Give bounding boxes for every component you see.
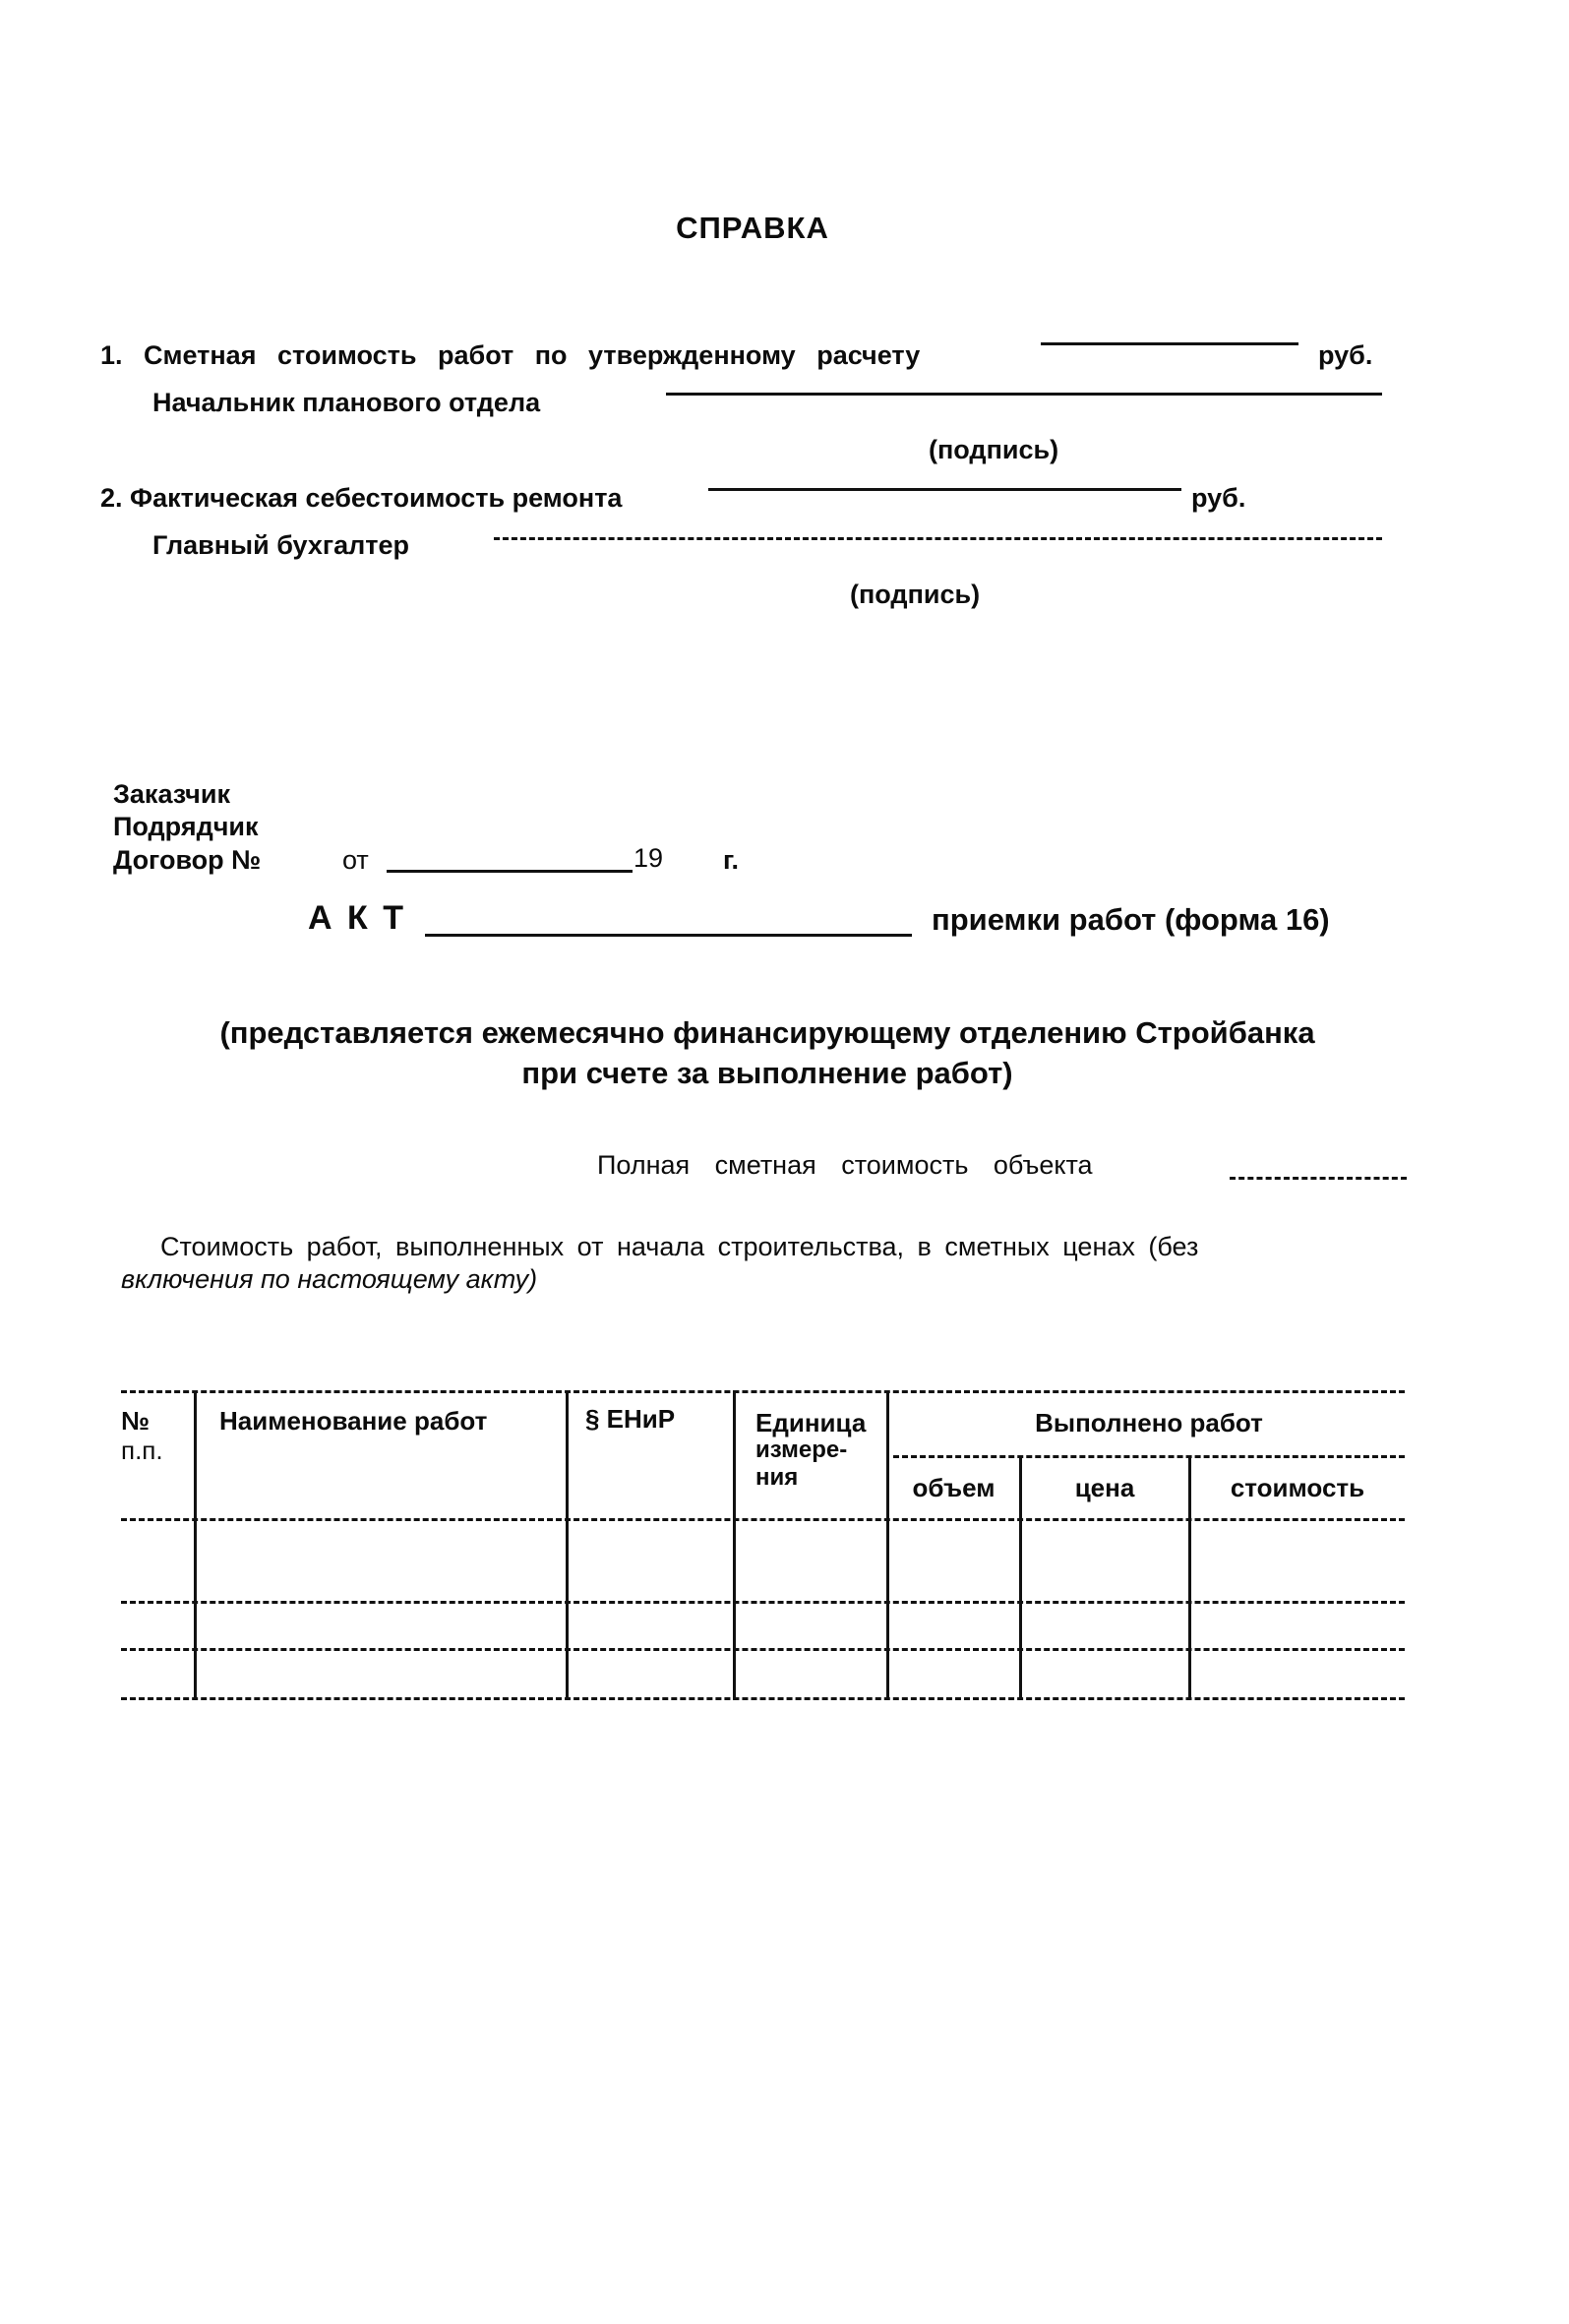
col-header-cost: стоимость [1230, 1473, 1365, 1502]
contract-number-label: Договор № [113, 845, 262, 875]
col-header-price: цена [1074, 1473, 1135, 1502]
table-top-border [121, 1390, 1405, 1393]
table-header-bottom-border [121, 1518, 1405, 1521]
chief-accountant-label: Главный бухгалтер [152, 530, 410, 560]
actual-cost-field[interactable] [708, 488, 1181, 491]
estimated-cost-unit: руб. [1318, 340, 1373, 370]
col-header-unit-cont: измере- [755, 1437, 848, 1463]
table-bottom-border [121, 1697, 1405, 1700]
table-row-divider [121, 1601, 1405, 1604]
table-col-divider [566, 1390, 569, 1700]
works-table [121, 1380, 1405, 1700]
table-col-divider [194, 1390, 197, 1700]
actual-cost-unit: руб. [1191, 483, 1246, 513]
act-title: А К Т [308, 899, 406, 937]
estimated-cost-field[interactable] [1041, 342, 1298, 345]
actual-cost-label: 2. Фактическая себестоимость ремонта [100, 483, 623, 513]
cost-since-start-text: Стоимость работ, выполненных от начала строительства, в сметных ценах (без [160, 1232, 1199, 1261]
act-number-field[interactable] [425, 934, 912, 937]
table-row-divider [121, 1648, 1405, 1651]
table-subheader-divider [893, 1455, 1405, 1458]
planning-head-label: Начальник планового отдела [152, 388, 541, 417]
cost-since-start-text-cont: включения по настоящему акту) [121, 1264, 538, 1294]
col-header-number-sub: п.п. [121, 1436, 163, 1465]
col-header-enir: § ЕНиР [585, 1404, 676, 1434]
contract-date-field[interactable] [387, 870, 633, 873]
contract-year-prefix: 19 [634, 843, 664, 873]
signature-caption: (подпись) [929, 435, 1059, 464]
certificate-title: СПРАВКА [676, 211, 829, 245]
table-col-divider [733, 1390, 736, 1700]
signature-caption: (подпись) [850, 580, 981, 609]
col-header-work-done: Выполнено работ [1035, 1408, 1263, 1437]
act-form-title: приемки работ (форма 16) [932, 902, 1330, 937]
planning-head-signature-field[interactable] [666, 393, 1382, 396]
col-header-work-name: Наименование работ [219, 1406, 488, 1436]
contractor-label: Подрядчик [113, 812, 259, 841]
contract-year-suffix: г. [723, 845, 740, 875]
act-note-line1: (представляется ежемесячно финансирующему отделению Стройбанка [219, 1015, 1315, 1050]
col-header-volume: объем [912, 1473, 996, 1502]
col-header-unit: Единица [755, 1408, 867, 1437]
act-note-line2: при счете за выполнение работ) [521, 1056, 1013, 1090]
col-header-unit-cont: ния [755, 1464, 799, 1491]
chief-accountant-signature-field[interactable] [494, 537, 1382, 540]
estimated-cost-label: 1. Сметная стоимость работ по утвержденному расчету [100, 340, 921, 370]
full-estimated-cost-field[interactable] [1230, 1177, 1407, 1180]
contract-date-from-label: от [342, 845, 369, 875]
col-header-number: № [121, 1406, 150, 1436]
customer-label: Заказчик [113, 779, 230, 809]
table-col-divider [886, 1390, 889, 1700]
full-estimated-cost-label: Полная сметная стоимость объекта [597, 1150, 1093, 1180]
